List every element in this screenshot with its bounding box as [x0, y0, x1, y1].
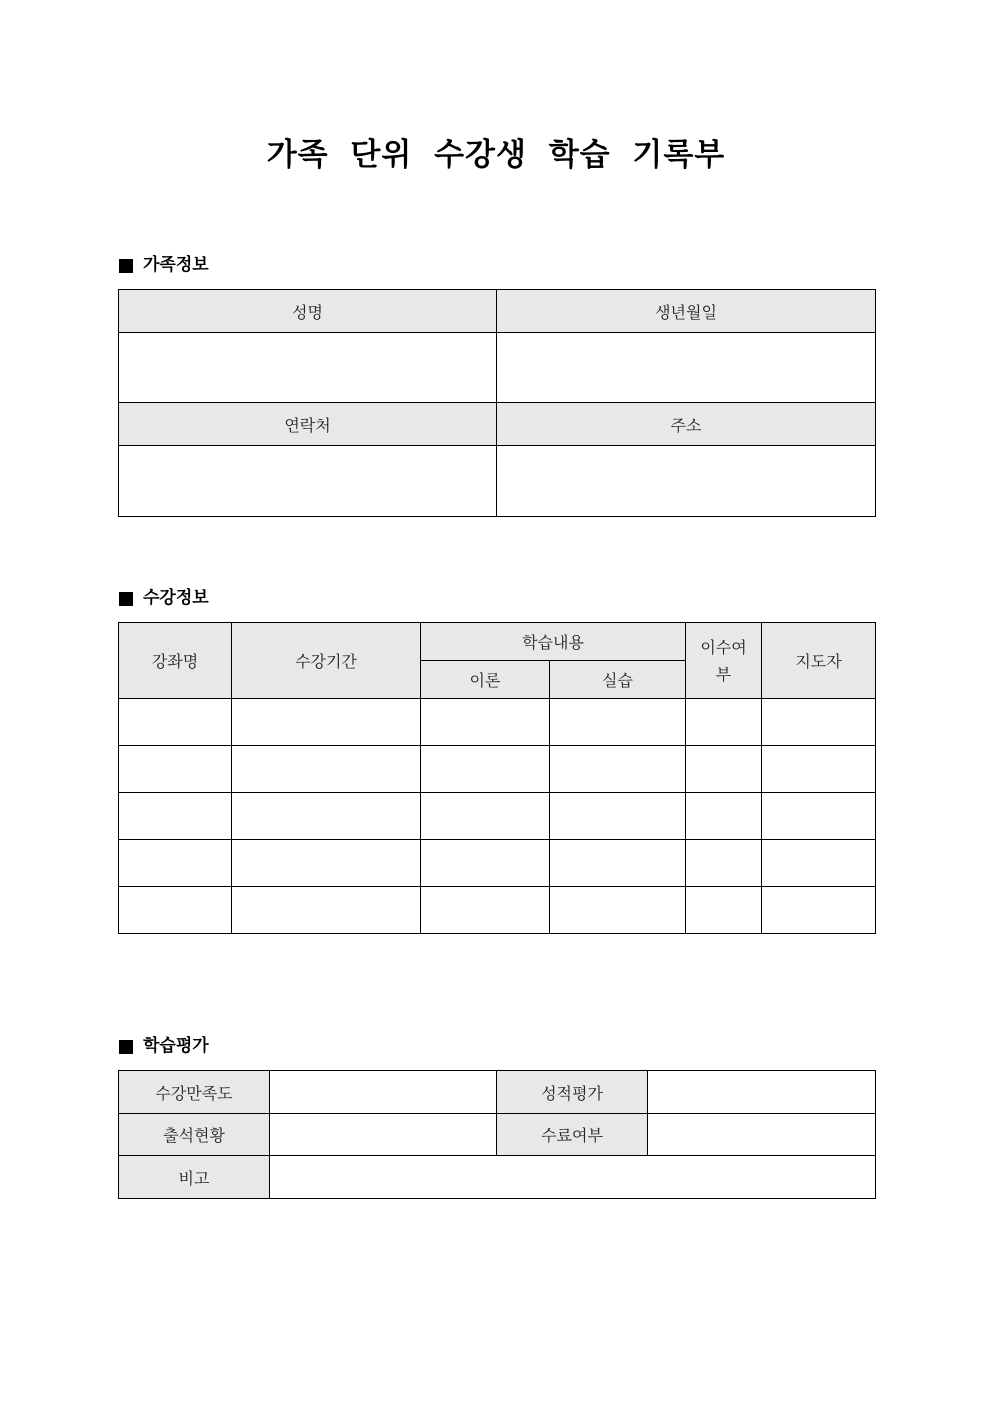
- instructor-header: 지도자: [762, 623, 876, 699]
- theory-cell[interactable]: [421, 887, 550, 934]
- period-cell[interactable]: [232, 840, 421, 887]
- practice-cell[interactable]: [550, 793, 686, 840]
- completion-status-label: 수료여부: [497, 1114, 648, 1156]
- satisfaction-label: 수강만족도: [119, 1071, 270, 1114]
- contact-field[interactable]: [119, 446, 497, 517]
- practice-cell[interactable]: [550, 699, 686, 746]
- period-header: 수강기간: [232, 623, 421, 699]
- completion-cell[interactable]: [686, 746, 762, 793]
- grade-label: 성적평가: [497, 1071, 648, 1114]
- instructor-cell[interactable]: [762, 840, 876, 887]
- period-cell[interactable]: [232, 746, 421, 793]
- address-label: 주소: [497, 403, 876, 446]
- course-info-table: [118, 622, 876, 934]
- completion-header: 이수여부: [686, 623, 762, 699]
- black-square-icon: [119, 1040, 133, 1054]
- table-row: [119, 446, 876, 517]
- name-label: 성명: [119, 290, 497, 333]
- table-row: [119, 1071, 876, 1114]
- section-heading-label: 수강정보: [143, 588, 209, 608]
- instructor-cell[interactable]: [762, 699, 876, 746]
- practice-cell[interactable]: [550, 840, 686, 887]
- content-group-header: 학습내용: [421, 623, 686, 661]
- practice-cell[interactable]: [550, 887, 686, 934]
- instructor-cell[interactable]: [762, 746, 876, 793]
- practice-header: 실습: [550, 661, 686, 699]
- instructor-cell[interactable]: [762, 793, 876, 840]
- table-header-row: [119, 290, 876, 333]
- satisfaction-field[interactable]: [270, 1071, 497, 1114]
- table-header-row: [119, 623, 876, 661]
- completion-cell[interactable]: [686, 887, 762, 934]
- period-cell[interactable]: [232, 793, 421, 840]
- address-field[interactable]: [497, 446, 876, 517]
- remarks-field[interactable]: [270, 1156, 876, 1199]
- remarks-label: 비고: [119, 1156, 270, 1199]
- theory-cell[interactable]: [421, 746, 550, 793]
- attendance-field[interactable]: [270, 1114, 497, 1156]
- course-name-header: 강좌명: [119, 623, 232, 699]
- section-heading-label: 학습평가: [143, 1036, 209, 1056]
- completion-cell[interactable]: [686, 793, 762, 840]
- table-row: [119, 699, 876, 746]
- table-row: [119, 1156, 876, 1199]
- course-name-cell[interactable]: [119, 699, 232, 746]
- name-field[interactable]: [119, 333, 497, 403]
- completion-cell[interactable]: [686, 840, 762, 887]
- table-header-row: [119, 403, 876, 446]
- table-row: [119, 887, 876, 934]
- section-heading-course-info: [119, 586, 209, 610]
- course-name-cell[interactable]: [119, 746, 232, 793]
- course-name-cell[interactable]: [119, 840, 232, 887]
- table-row: [119, 1114, 876, 1156]
- practice-cell[interactable]: [550, 746, 686, 793]
- table-row: [119, 746, 876, 793]
- black-square-icon: [119, 259, 133, 273]
- evaluation-table: [118, 1070, 876, 1199]
- theory-cell[interactable]: [421, 793, 550, 840]
- black-square-icon: [119, 592, 133, 606]
- completion-status-field[interactable]: [648, 1114, 876, 1156]
- section-heading-label: 가족정보: [143, 255, 209, 275]
- theory-cell[interactable]: [421, 840, 550, 887]
- theory-cell[interactable]: [421, 699, 550, 746]
- attendance-label: 출석현황: [119, 1114, 270, 1156]
- table-row: [119, 333, 876, 403]
- contact-label: 연락처: [119, 403, 497, 446]
- section-heading-family-info: [119, 253, 209, 277]
- period-cell[interactable]: [232, 699, 421, 746]
- table-row: [119, 840, 876, 887]
- family-info-table: [118, 289, 876, 517]
- theory-header: 이론: [421, 661, 550, 699]
- table-row: [119, 793, 876, 840]
- grade-field[interactable]: [648, 1071, 876, 1114]
- section-heading-evaluation: [119, 1034, 209, 1058]
- completion-cell[interactable]: [686, 699, 762, 746]
- instructor-cell[interactable]: [762, 887, 876, 934]
- birthdate-field[interactable]: [497, 333, 876, 403]
- document-title: 가족 단위 수강생 학습 기록부: [266, 137, 726, 173]
- course-name-cell[interactable]: [119, 793, 232, 840]
- birthdate-label: 생년월일: [497, 290, 876, 333]
- period-cell[interactable]: [232, 887, 421, 934]
- course-name-cell[interactable]: [119, 887, 232, 934]
